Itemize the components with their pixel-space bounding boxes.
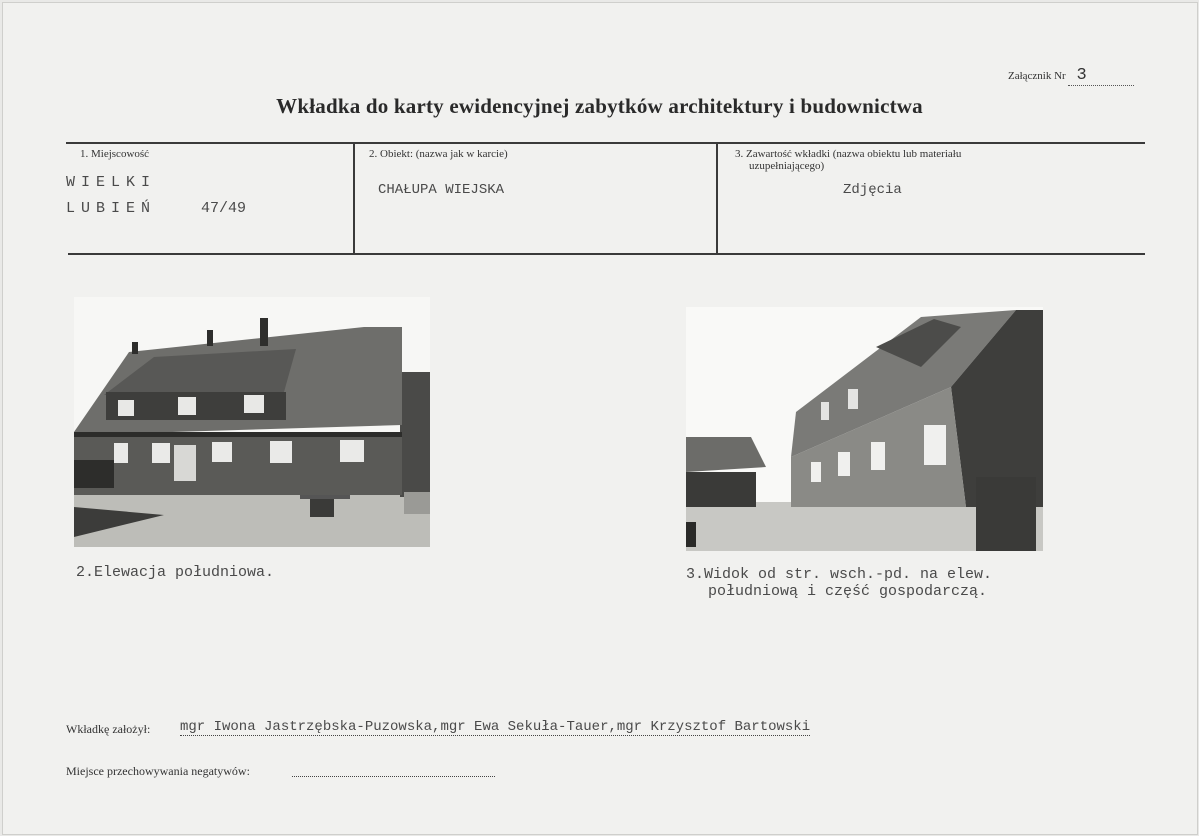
- place-line1: WIELKI: [66, 174, 157, 191]
- content-label-1: 3. Zawartość wkładki (nazwa obiektu lub materiału: [735, 148, 962, 160]
- content-value: Zdjęcia: [843, 182, 902, 198]
- table-bottom-rule: [68, 253, 1145, 255]
- caption-photo-2-line1: 3.Widok od str. wsch.-pd. na elew.: [686, 566, 993, 583]
- caption-photo-1: 2.Elewacja południowa.: [76, 564, 275, 581]
- column-divider-2: [716, 143, 718, 253]
- photo-east-view: [686, 307, 1043, 551]
- author-label: Wkładkę założył:: [66, 722, 151, 736]
- author-names: mgr Iwona Jastrzębska-Puzowska,mgr Ewa Sekuła-Tauer,mgr Krzysztof Bartowski: [180, 719, 811, 735]
- object-label: 2. Obiekt: (nazwa jak w karcie): [369, 148, 508, 160]
- place-label: 1. Miejscowość: [80, 148, 150, 160]
- photo-south-elevation: [74, 297, 430, 547]
- author-value: [180, 719, 810, 736]
- page-title: Wkładka do karty ewidencyjnej zabytków architektury i budownictwa: [276, 94, 923, 118]
- column-divider-1: [353, 143, 355, 253]
- content-label-2: uzupełniającego): [749, 160, 825, 172]
- object-value: CHAŁUPA WIEJSKA: [378, 182, 505, 198]
- negatives-blank-line: [292, 776, 495, 777]
- annex-label: Załącznik Nr: [1008, 70, 1066, 82]
- annex-number: [1008, 66, 1134, 86]
- place-line2: LUBIEŃ: [66, 200, 157, 217]
- table-top-rule: [66, 142, 1145, 144]
- place-number: 47/49: [201, 200, 247, 217]
- negatives-label: Miejsce przechowywania negatywów:: [66, 764, 250, 778]
- caption-photo-2-line2: południową i część gospodarczą.: [708, 583, 988, 600]
- annex-value: 3: [1068, 66, 1134, 86]
